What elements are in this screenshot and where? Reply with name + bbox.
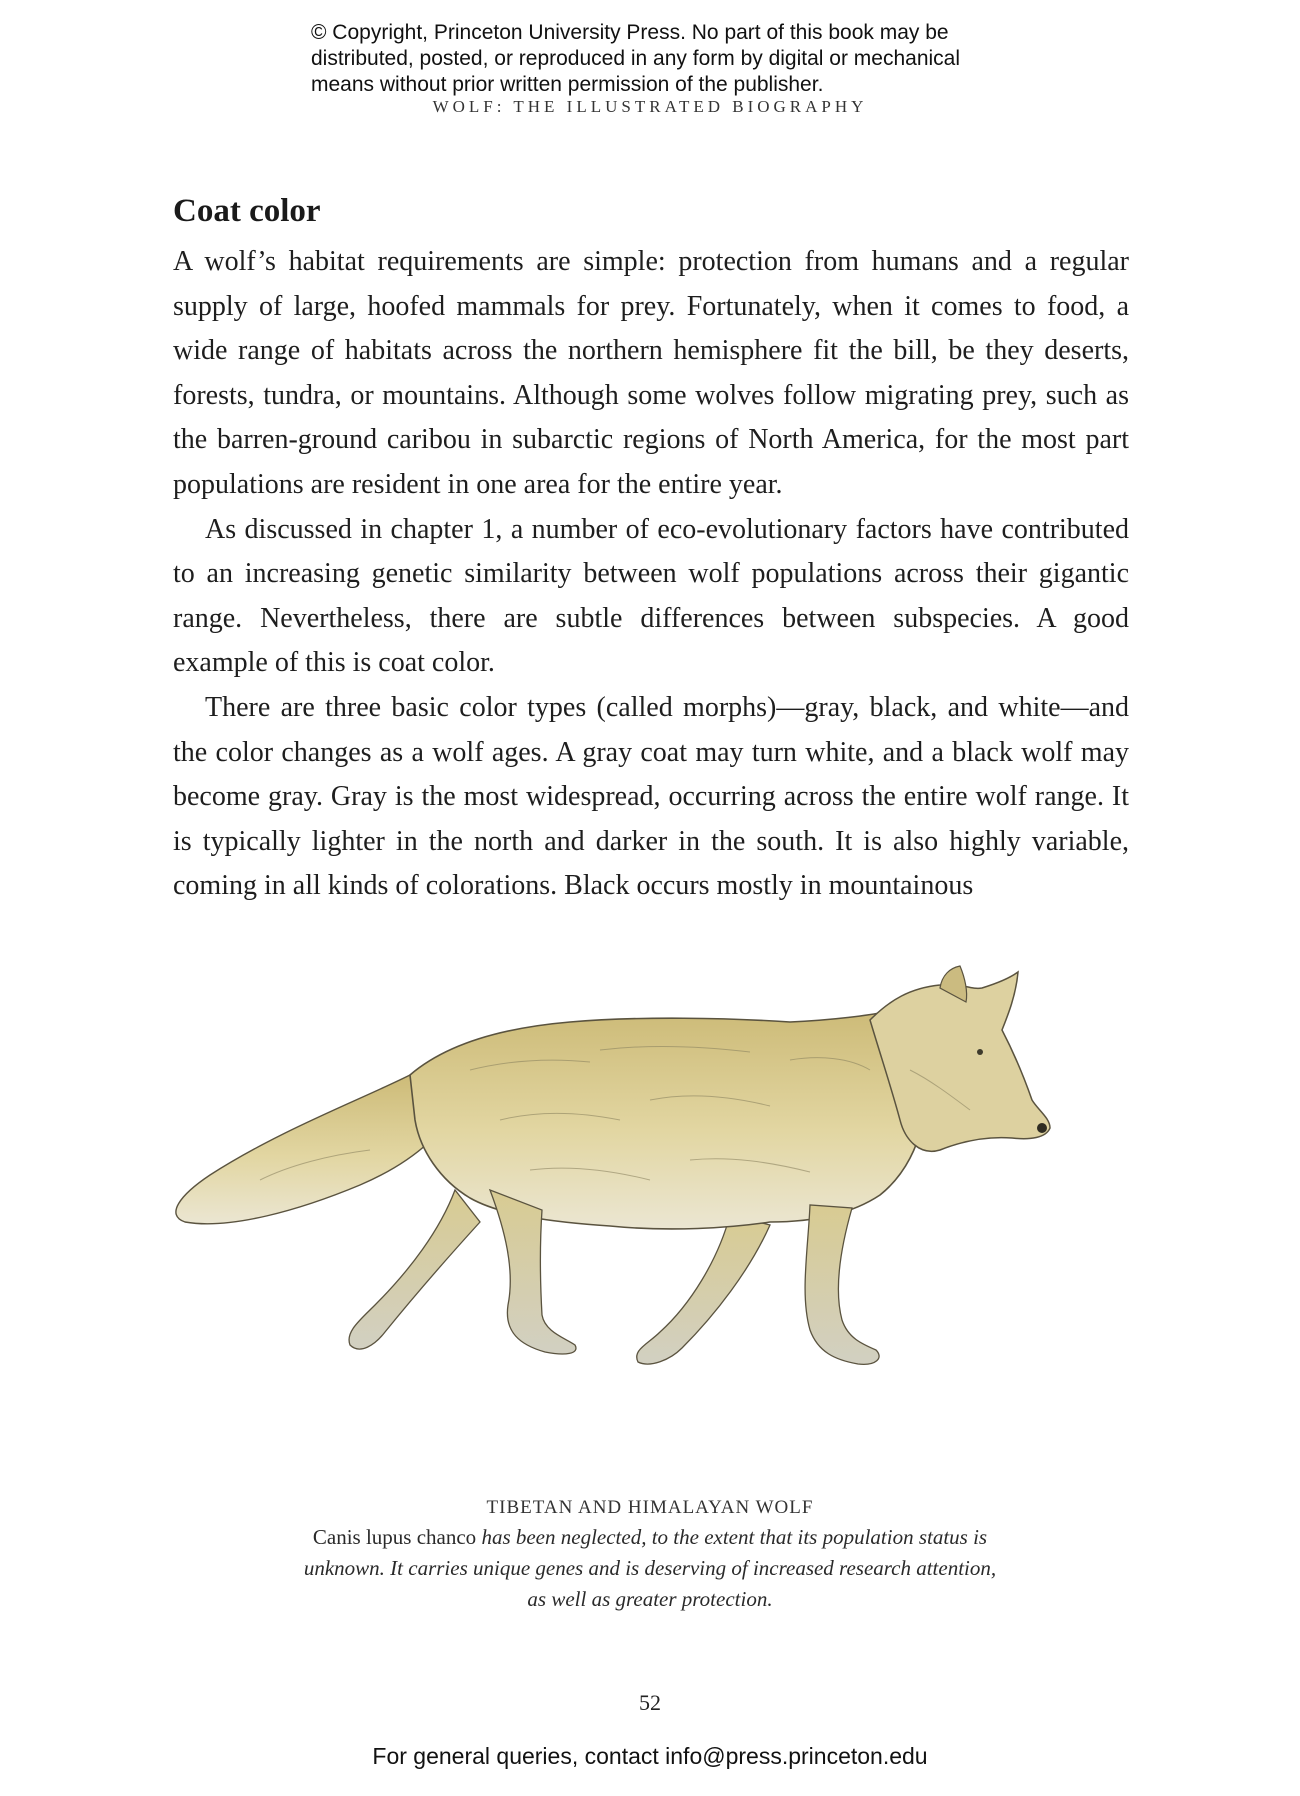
body-text — [173, 240, 1129, 909]
caption-species: Canis lupus chanco — [312, 1525, 477, 1549]
page-number: 52 — [639, 1690, 661, 1715]
figure-caption — [300, 1522, 1000, 1615]
paragraph-2: As discussed in chapter 1, a number of eco-evolutionary factors have contributed to an increasing genetic similarity between wolf populations across their gigantic range. Nevertheless, there are subtle differences between subspecies. A good example of this is coat color. — [173, 513, 1129, 679]
paragraph-3: There are three basic color types (called morphs)—gray, black, and white—and the color changes as a wolf ages. A gray coat may turn white, and a black wolf may become gray. Gray is the most widespread, occurring across the entire wolf range. It is typically lighter in the north and darker in the south. It is also highly variable, coming in all kinds of colorations. Black occurs mostly in mountainous — [173, 691, 1129, 902]
wolf-eye — [977, 1049, 983, 1055]
wolf-nose — [1037, 1123, 1047, 1133]
section-title: Coat color — [173, 193, 321, 229]
wolf-illustration — [170, 960, 1130, 1460]
figure-caption-title: TIBETAN AND HIMALAYAN WOLF — [486, 1497, 814, 1518]
wolf-front-leg-far — [637, 1215, 770, 1364]
running-head: WOLF: THE ILLUSTRATED BIOGRAPHY — [432, 97, 868, 116]
copyright-notice: © Copyright, Princeton University Press. No part of this book may be distributed, posted, or reproduced in any form by digital or mechanical means without prior written permission of the publisher. — [311, 21, 961, 96]
footer-contact: For general queries, contact info@press.princeton.edu — [372, 1743, 928, 1769]
caption-text: has been neglected, to the extent that its population status is unknown. It carries unique genes and is deserving of increased research attention, as well as greater protection. — [303, 1525, 997, 1611]
wolf-tail — [176, 1075, 445, 1224]
paragraph-1: A wolf’s habitat requirements are simple: protection from humans and a regular supply of large, hoofed mammals for prey. Fortunately, when it comes to food, a wide range of habitats across the northern hemisphere fit the bill, be they deserts, forests, tundra, or mountains. Although some wolves follow migrating prey, such as the barren-ground caribou in subarctic regions of North America, for the most part populations are resident in one area for the entire year. — [173, 246, 1129, 500]
wolf-front-leg-near — [805, 1205, 879, 1364]
wolf-body — [410, 1012, 926, 1229]
wolf-hind-leg-far — [349, 1190, 480, 1349]
